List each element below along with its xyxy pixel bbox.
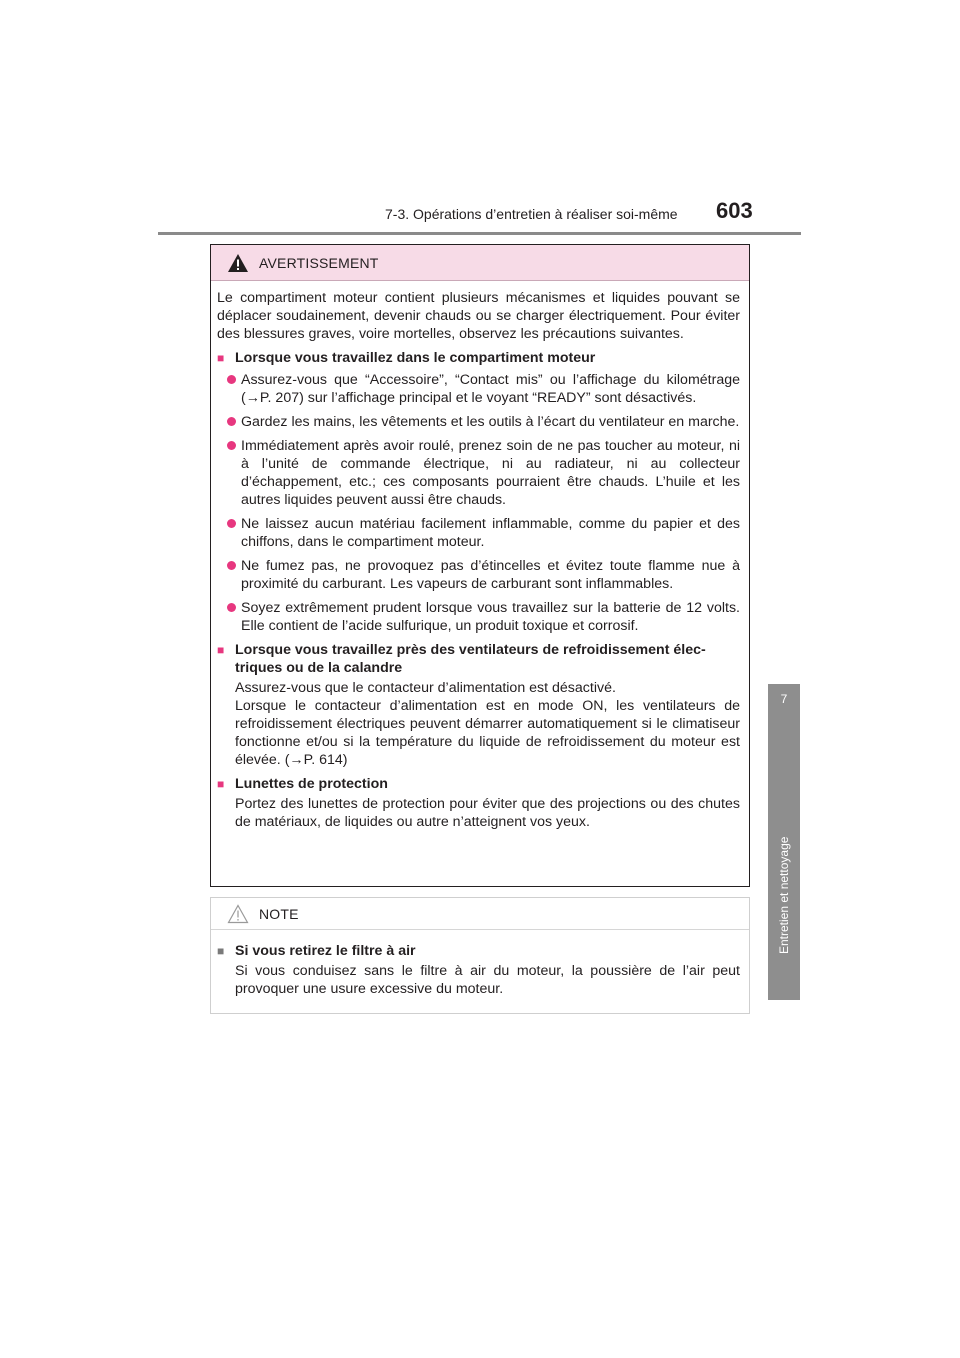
list-item: Gardez les mains, les vêtements et les outils à l’écart du ventilateur en marche. — [227, 413, 740, 431]
chapter-tab-label: Entretien et nettoyage — [777, 836, 791, 954]
dot-bullet-icon — [227, 519, 236, 528]
warning-triangle-icon — [227, 253, 249, 273]
list-item: Soyez extrêmement prudent lorsque vous travaillez sur la batterie de 12 volts. Elle contient de l’acide sulfurique, un produit toxique et corrosif. — [227, 599, 740, 635]
list-item: Immédiatement après avoir roulé, prenez soin de ne pas toucher au moteur, ni à l’unité de commande électrique, ni au radiateur, ni au collecteur d’échappement, etc.; ces composants pourraient être chauds. L’huile et les autres liquides peuvent aussi être chauds. — [227, 437, 740, 509]
list-item: Assurez-vous que “Accessoire”, “Contact mis” ou l’affichage du kilométrage (→P. 207) sur l’affichage principal et le voyant “READY” sont désactivés. — [227, 371, 740, 407]
note-box — [210, 897, 750, 1014]
header-rule — [158, 232, 801, 235]
warning-intro: Le compartiment moteur contient plusieurs mécanismes et liquides pouvant se déplacer soudainement, devenir chauds ou se charger électriquement. Pour éviter des blessures graves, voire mortelles, observez les précautions suivantes. — [217, 290, 740, 342]
warning-box — [210, 244, 750, 887]
note-content — [211, 930, 749, 998]
square-bullet-icon — [217, 942, 229, 960]
square-bullet-icon — [217, 641, 229, 677]
note-title: NOTE — [259, 905, 299, 922]
section-body: Portez des lunettes de protection pour éviter que des projections ou des chutes de matériaux, de liquides ou autre n’atteignent vos yeux. — [235, 796, 740, 830]
dot-bullet-icon — [227, 417, 236, 426]
dot-bullet-icon — [227, 441, 236, 450]
warning-header — [211, 245, 749, 281]
section-heading: ■ Lunettes de protection — [217, 775, 740, 793]
caution-triangle-outline-icon — [227, 904, 249, 924]
square-bullet-icon — [217, 349, 229, 367]
dot-bullet-icon — [227, 561, 236, 570]
chapter-tab-number: 7 — [780, 692, 788, 706]
section-heading: ■ Lorsque vous travaillez près des ventilateurs de refroidissement électriques ou de la calandre — [217, 641, 740, 677]
section-body: Si vous conduisez sans le filtre à air du moteur, la poussière de l’air peut provoquer une usure excessive du moteur. — [235, 963, 740, 997]
list-item: Ne laissez aucun matériau facilement inflammable, comme du papier et des chiffons, dans le compartiment moteur. — [227, 515, 740, 551]
dot-bullet-icon — [227, 603, 236, 612]
section-heading: ■ Si vous retirez le filtre à air — [217, 942, 740, 960]
square-bullet-icon — [217, 775, 229, 793]
warning-content — [211, 281, 749, 831]
page-number: 603 — [716, 198, 753, 223]
note-header — [211, 898, 749, 930]
dot-bullet-icon — [227, 375, 236, 384]
section-heading: ■ Lorsque vous travaillez dans le compartiment moteur — [217, 349, 740, 367]
warning-title: AVERTISSEMENT — [259, 254, 379, 271]
section-title: 7-3. Opérations d’entretien à réaliser soi-même — [385, 206, 678, 222]
list-item: Ne fumez pas, ne provoquez pas d’étincelles et évitez toute flamme nue à proximité du carburant. Les vapeurs de carburant sont inflammables. — [227, 557, 740, 593]
section-body: Assurez-vous que le contacteur d’alimentation est désactivé. Lorsque le contacteur d’alimentation est en mode ON, les ventilateurs de refroidissement électriques peuvent démarrer automatiquement si le climatiseur fonctionne et/ou si la température du liquide de refroidissement du moteur est élevée. (→P. 614) — [235, 680, 740, 768]
